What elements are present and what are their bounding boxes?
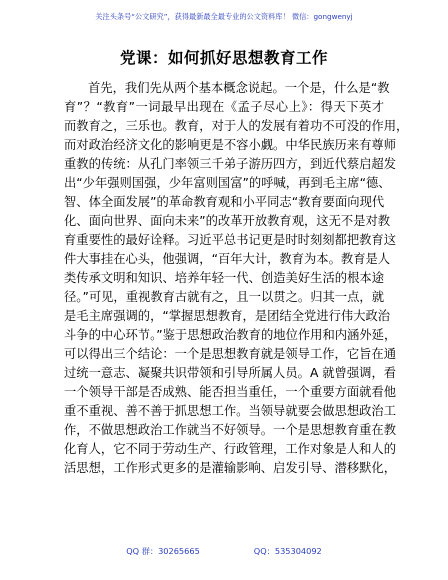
body-line: 育重要性的最好诠释。习近平总书记更是时时刻刻都把教育这: [64, 233, 397, 247]
body-line: 过统一意志、凝聚共识带领和引导所属人员。A 就曾强调，看: [64, 366, 397, 380]
body-line: 斗争的中心环节。”鉴于思想政治教育的地位作用和内涵外延，: [64, 328, 397, 342]
body-line: 化育人，它不同于劳动生产、行政管理，工作对象是人和人的: [64, 442, 397, 456]
body-line: 活思想，工作形式更多的是灌输影响、启发引导、潜移默化，: [64, 461, 397, 475]
footer-contact: [0, 546, 448, 557]
document-title: 党课：如何抓好思想教育工作: [119, 49, 328, 67]
body-line: 育”？“教育”一词最早出现在《孟子尽心上》：得天下英才: [64, 100, 384, 114]
document-body: [64, 79, 409, 478]
footer-qq: QQ：535304092: [253, 546, 322, 556]
body-line: 作，不做思想政治工作就当不好领导。一个是思想教育重在教: [64, 423, 397, 437]
body-line: 件大事挂在心头，他强调，“百年大计，教育为本。教育是人: [64, 252, 391, 266]
body-line: 首先，我们先从两个基本概念说起。一个是，什么是“教: [88, 81, 390, 95]
body-line: 类传承文明和知识、培养年轻一代、创造美好生活的根本途: [64, 271, 384, 285]
body-line: 重教的传统：从孔门率领三千弟子游历四方，到近代蔡启超发: [64, 157, 397, 171]
body-line: 而对政治经济文化的影响更是不容小觑。中华民族历来有尊师: [64, 138, 397, 152]
body-line: 智、体全面发展”的革命教育观和小平同志“教育要面向现代: [64, 195, 385, 209]
body-line: 重不重视、善不善于抓思想工作。当领导就要会做思想政治工: [64, 404, 397, 418]
body-line: 化、面向世界、面向未来”的改革开放教育观，这无不是对教: [64, 214, 391, 228]
body-line: 可以得出三个结论：一个是思想教育就是领导工作，它旨在通: [64, 347, 397, 361]
body-line: 出“少年强则国强，少年富则国富”的呼喊，再到毛主席“德、: [64, 176, 391, 190]
body-line: 一个领导干部是否成熟、能否担当重任，一个重要方面就看他: [64, 385, 397, 399]
body-line: 径。”可见，重视教育古就有之，且一以贯之。归其一点，就: [64, 290, 384, 304]
header-notice: 关注头条号“公文研究”，获得最新最全最专业的公文资料库！ 微信：gongwenyj: [95, 12, 353, 21]
footer-qq-group: QQ 群：30265665: [126, 546, 200, 556]
body-line: 是毛主席强调的，“掌握思想教育，是团结全党进行伟大政治: [64, 309, 391, 323]
body-line: 而教育之，三乐也。教育，对于人的发展有着功不可没的作用，: [64, 119, 409, 133]
